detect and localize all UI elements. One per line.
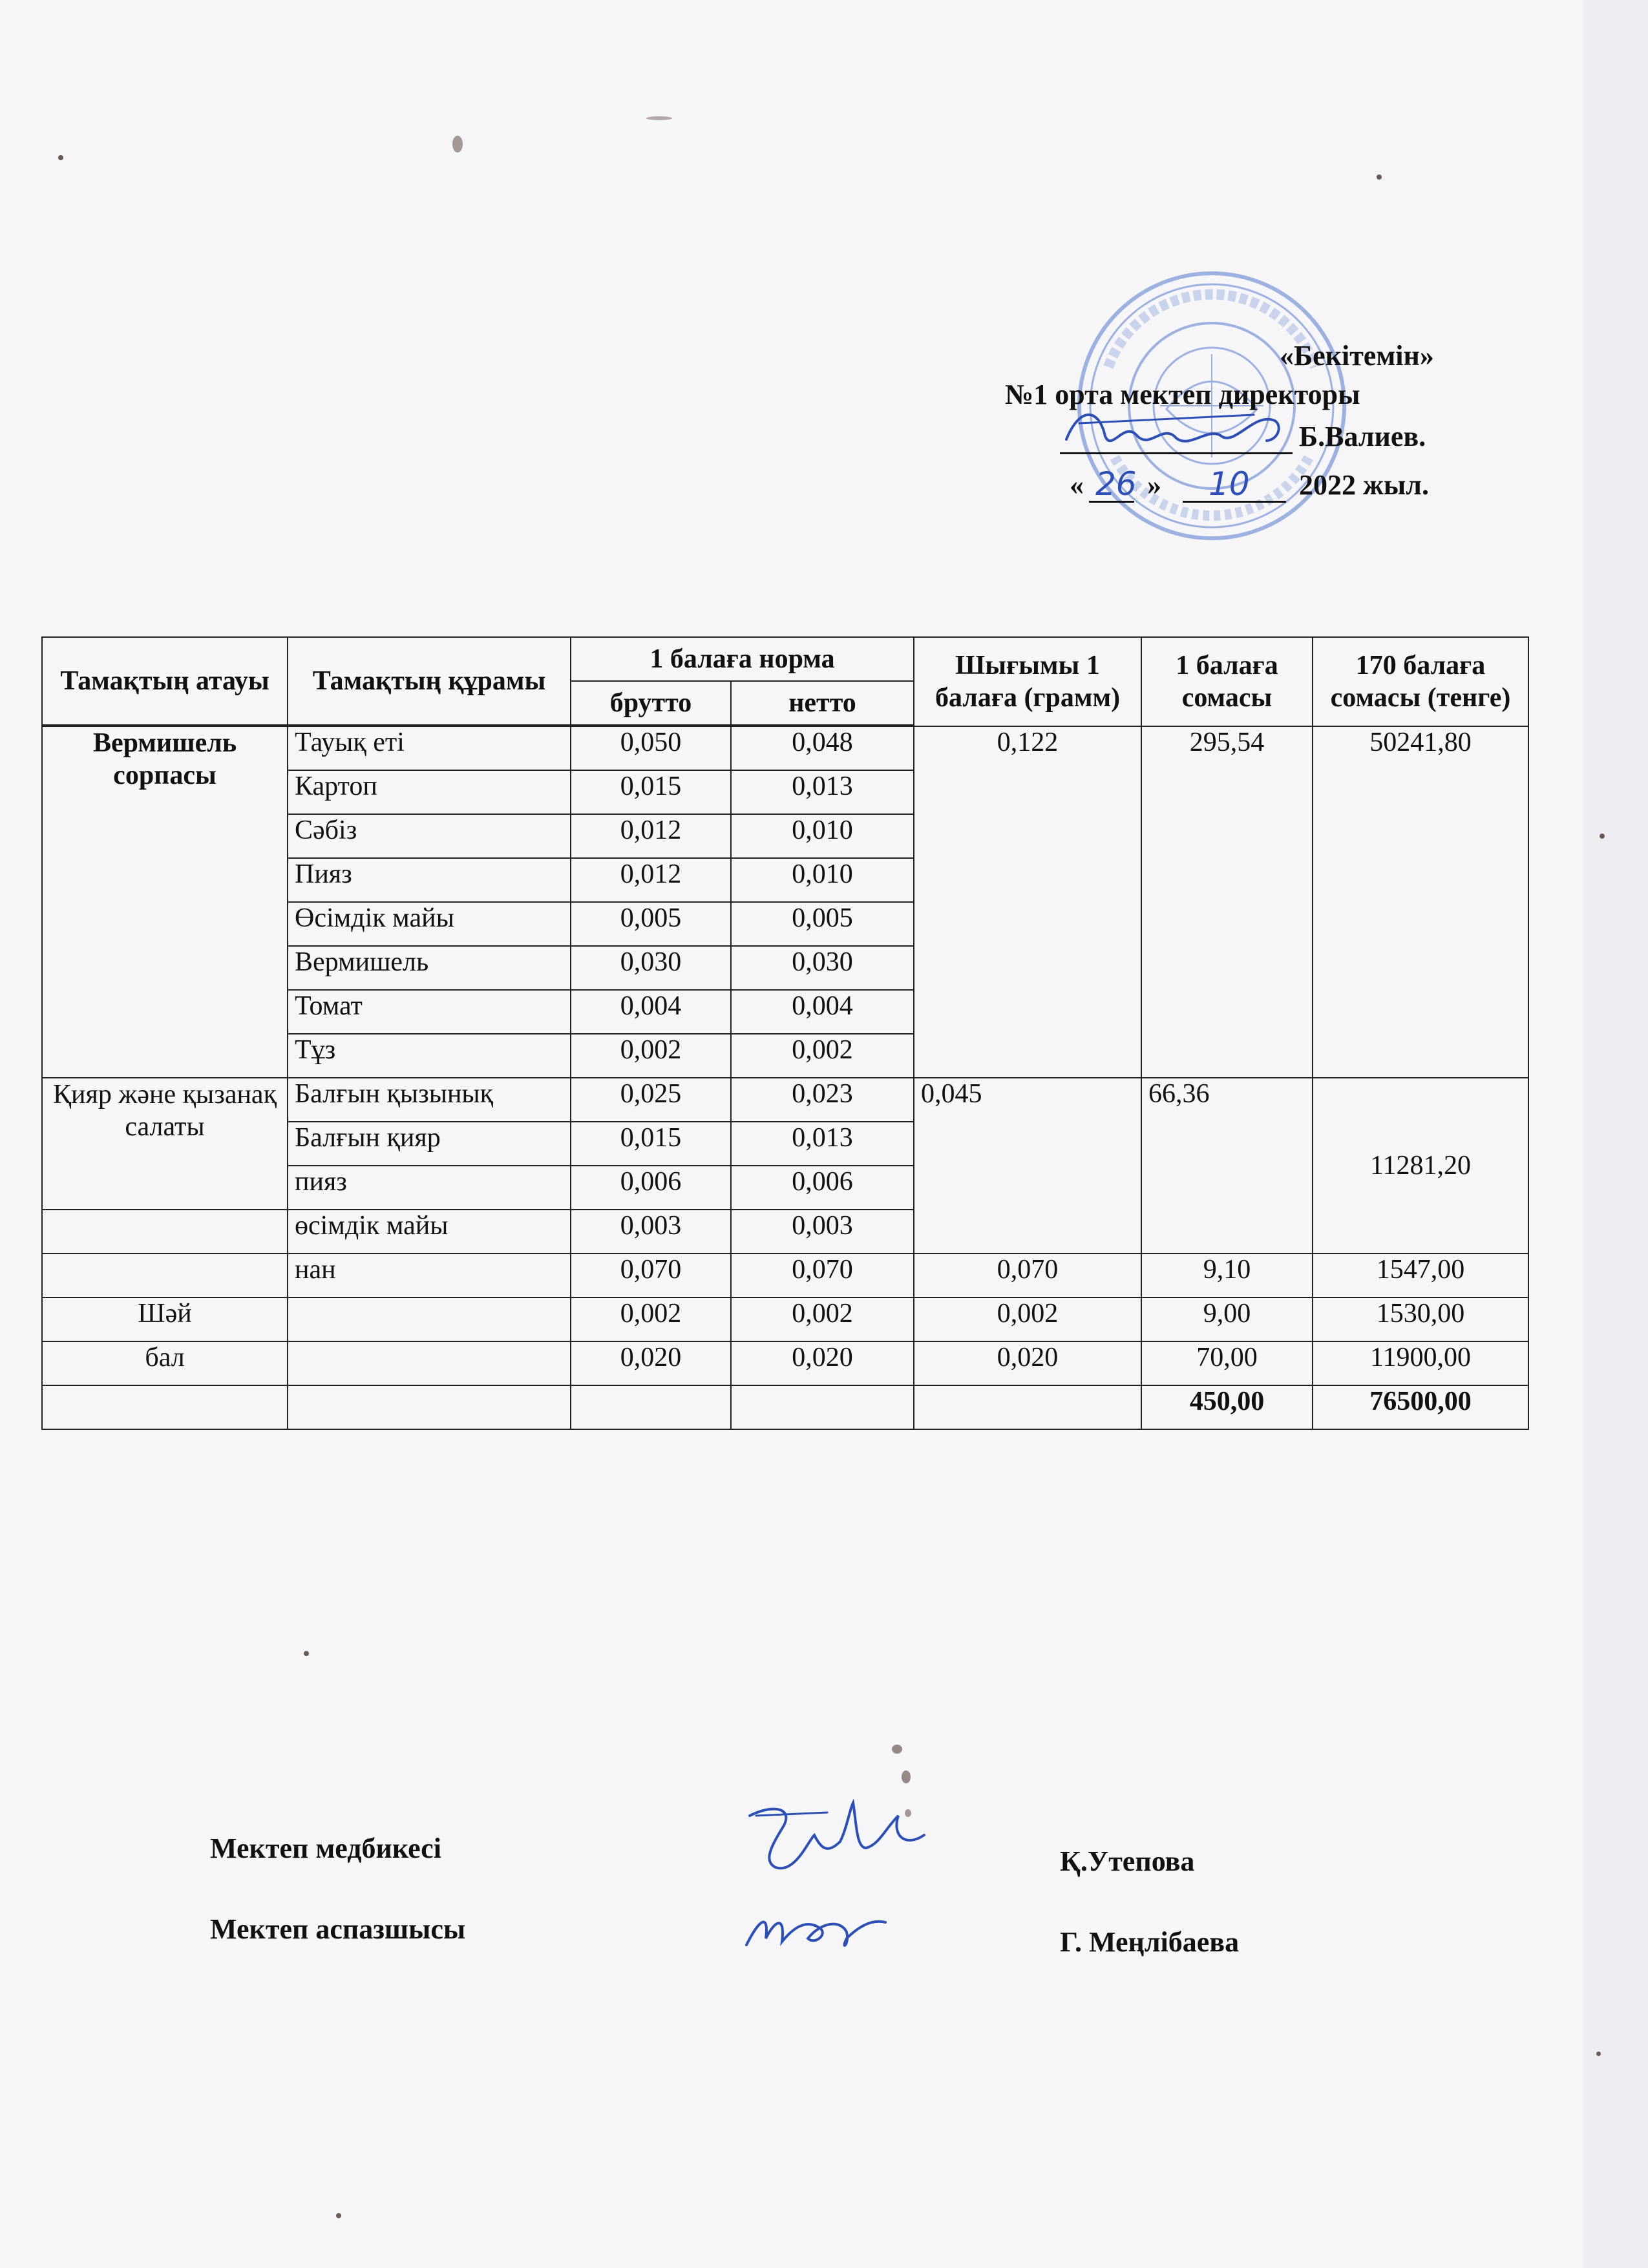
netto-value: 0,070 — [731, 1254, 914, 1297]
approval-title: «Бекітемін» — [1280, 340, 1434, 372]
netto-value: 0,048 — [731, 726, 914, 770]
total-value: 50241,80 — [1313, 726, 1528, 1078]
header-norm: 1 балаға норма — [571, 637, 914, 681]
per-child-value: 9,10 — [1141, 1254, 1313, 1297]
brutto-value: 0,025 — [571, 1078, 731, 1122]
header-composition: Тамақтың құрамы — [288, 637, 571, 725]
header-total: 170 балаға сомасы (тенге) — [1313, 637, 1528, 726]
netto-value: 0,004 — [731, 990, 914, 1034]
empty-cell — [914, 1385, 1141, 1429]
total-value: 11900,00 — [1313, 1341, 1528, 1385]
empty-cell — [288, 1385, 571, 1429]
brutto-value: 0,050 — [571, 726, 731, 770]
grand-total: 76500,00 — [1313, 1385, 1528, 1429]
brutto-value: 0,002 — [571, 1297, 731, 1341]
nurse-signature — [737, 1790, 950, 1887]
nurse-role: Мектеп медбикесі — [210, 1832, 441, 1864]
empty-cell — [571, 1385, 731, 1429]
consumption-value: 0,045 — [914, 1078, 1141, 1254]
food-name-empty — [42, 1210, 288, 1254]
table-row — [42, 1254, 1528, 1297]
scan-speck — [646, 116, 672, 120]
brutto-value: 0,003 — [571, 1210, 731, 1254]
total-value: 1530,00 — [1313, 1297, 1528, 1341]
ingredient: Өсімдік майы — [288, 902, 571, 946]
per-child-total: 450,00 — [1141, 1385, 1313, 1429]
date-month: 10 — [1209, 465, 1250, 503]
header-brutto: брутто — [571, 681, 731, 725]
header-per-child: 1 балаға сомасы — [1141, 637, 1313, 726]
scan-speck — [892, 1745, 902, 1754]
empty-cell — [42, 1385, 288, 1429]
brutto-value: 0,002 — [571, 1034, 731, 1078]
table-row — [42, 1078, 1528, 1122]
netto-value: 0,005 — [731, 902, 914, 946]
per-child-value: 70,00 — [1141, 1341, 1313, 1385]
header-netto: нетто — [731, 681, 914, 725]
scan-speck — [58, 155, 63, 160]
netto-value: 0,013 — [731, 1122, 914, 1166]
date-open-quote: « — [1070, 469, 1084, 501]
brutto-value: 0,020 — [571, 1341, 731, 1385]
header-consumption: Шығымы 1 балаға (грамм) — [914, 637, 1141, 726]
consumption-value: 0,122 — [914, 726, 1141, 1078]
brutto-value: 0,006 — [571, 1166, 731, 1210]
table-header-row — [42, 637, 1528, 681]
netto-value: 0,002 — [731, 1297, 914, 1341]
ingredient: Тауық еті — [288, 726, 571, 770]
brutto-value: 0,015 — [571, 1122, 731, 1166]
food-name — [42, 1254, 288, 1297]
ingredient — [288, 1297, 571, 1341]
per-child-value: 295,54 — [1141, 726, 1313, 1078]
director-signature — [1060, 401, 1293, 459]
scan-speck — [304, 1651, 309, 1656]
ingredient: Балғын қызынық — [288, 1078, 571, 1122]
menu-table — [41, 636, 1529, 1430]
table-row — [42, 726, 1528, 770]
food-name: Қияр және қызанақ салаты — [42, 1078, 288, 1210]
ingredient: Пияз — [288, 858, 571, 902]
nurse-name: Қ.Утепова — [1060, 1845, 1195, 1877]
scan-speck — [902, 1770, 911, 1783]
approval-position: №1 орта мектеп директоры — [1005, 379, 1360, 410]
brutto-value: 0,012 — [571, 814, 731, 858]
ingredient: Балғын қияр — [288, 1122, 571, 1166]
date-year: 2022 жыл. — [1299, 469, 1429, 501]
netto-value: 0,010 — [731, 814, 914, 858]
brutto-value: 0,005 — [571, 902, 731, 946]
food-name: Вермишель сорпасы — [42, 726, 288, 1078]
netto-value: 0,030 — [731, 946, 914, 990]
ingredient: өсімдік майы — [288, 1210, 571, 1254]
brutto-value: 0,015 — [571, 770, 731, 814]
netto-value: 0,023 — [731, 1078, 914, 1122]
ingredient: Вермишель — [288, 946, 571, 990]
netto-value: 0,013 — [731, 770, 914, 814]
ingredient: Тұз — [288, 1034, 571, 1078]
netto-value: 0,002 — [731, 1034, 914, 1078]
scan-speck — [1596, 2052, 1601, 2056]
consumption-value: 0,002 — [914, 1297, 1141, 1341]
scan-edge — [1583, 0, 1648, 2268]
ingredient — [288, 1341, 571, 1385]
consumption-value: 0,020 — [914, 1341, 1141, 1385]
brutto-value: 0,004 — [571, 990, 731, 1034]
date-close-quote: » — [1147, 469, 1161, 501]
scan-speck — [1377, 174, 1382, 180]
ingredient: пияз — [288, 1166, 571, 1210]
per-child-value: 66,36 — [1141, 1078, 1313, 1254]
cook-role: Мектеп аспазшысы — [210, 1913, 466, 1945]
consumption-value: 0,070 — [914, 1254, 1141, 1297]
total-value: 11281,20 — [1313, 1078, 1528, 1254]
director-name: Б.Валиев. — [1299, 421, 1426, 452]
netto-value: 0,006 — [731, 1166, 914, 1210]
food-name: Шәй — [42, 1297, 288, 1341]
brutto-value: 0,012 — [571, 858, 731, 902]
scan-speck — [452, 136, 463, 152]
ingredient: Томат — [288, 990, 571, 1034]
food-name: бал — [42, 1341, 288, 1385]
cook-name: Г. Меңлібаева — [1060, 1926, 1240, 1958]
brutto-value: 0,070 — [571, 1254, 731, 1297]
table-row — [42, 1297, 1528, 1341]
totals-row — [42, 1385, 1528, 1429]
brutto-value: 0,030 — [571, 946, 731, 990]
empty-cell — [731, 1385, 914, 1429]
table-row — [42, 1341, 1528, 1385]
total-value: 1547,00 — [1313, 1254, 1528, 1297]
date-day: 26 — [1095, 465, 1137, 503]
header-food-name: Тамақтың атауы — [42, 637, 288, 725]
cook-signature — [737, 1893, 905, 1964]
scan-speck — [1600, 834, 1605, 839]
scan-speck — [336, 2213, 341, 2218]
ingredient: Картоп — [288, 770, 571, 814]
netto-value: 0,010 — [731, 858, 914, 902]
ingredient: нан — [288, 1254, 571, 1297]
netto-value: 0,003 — [731, 1210, 914, 1254]
netto-value: 0,020 — [731, 1341, 914, 1385]
ingredient: Сәбіз — [288, 814, 571, 858]
per-child-value: 9,00 — [1141, 1297, 1313, 1341]
